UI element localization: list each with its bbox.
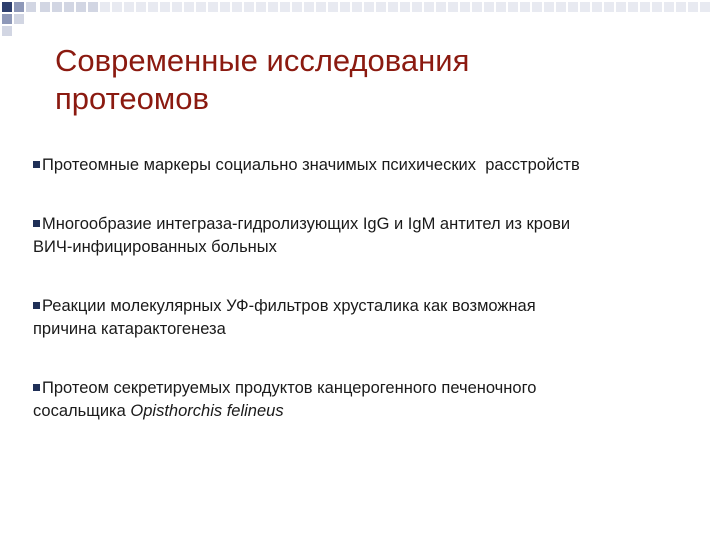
decorative-square [412, 2, 422, 12]
decorative-square [2, 26, 12, 36]
decorative-square [220, 2, 230, 12]
decorative-square [640, 2, 650, 12]
decorative-square [316, 2, 326, 12]
decorative-square [148, 2, 158, 12]
decorative-square [376, 2, 386, 12]
decorative-square [532, 2, 542, 12]
decorative-square [40, 2, 50, 12]
bullet-item [33, 377, 701, 423]
square-bullet-icon [33, 161, 40, 168]
decorative-square [400, 2, 410, 12]
decorative-square [580, 2, 590, 12]
decorative-square [14, 14, 24, 24]
decorative-square [628, 2, 638, 12]
decorative-square [520, 2, 530, 12]
decorative-square [484, 2, 494, 12]
decorative-square [568, 2, 578, 12]
decorative-square [700, 2, 710, 12]
bullet-text: Протеом секретируемых продуктов канцерогенного печеночного сосальщика [33, 379, 537, 420]
slide-title-line2: протеомов [55, 81, 209, 116]
decorative-square [556, 2, 566, 12]
decorative-squares [0, 0, 720, 40]
square-bullet-icon [33, 384, 40, 391]
decorative-square [232, 2, 242, 12]
species-name: Opisthorchis felineus [130, 402, 284, 420]
slide-title-line1: Современные исследования [55, 43, 470, 78]
decorative-square [544, 2, 554, 12]
decorative-square [268, 2, 278, 12]
decorative-square [256, 2, 266, 12]
decorative-square [292, 2, 302, 12]
decorative-square [100, 2, 110, 12]
decorative-square [26, 2, 36, 12]
decorative-square [424, 2, 434, 12]
decorative-square [388, 2, 398, 12]
decorative-square [652, 2, 662, 12]
bullet-text: Реакции молекулярных УФ-фильтров хрусталика как возможная причина катарактогенеза [33, 297, 536, 338]
decorative-square [436, 2, 446, 12]
decorative-square [448, 2, 458, 12]
decorative-square [196, 2, 206, 12]
decorative-square [592, 2, 602, 12]
decorative-square [208, 2, 218, 12]
decorative-square [328, 2, 338, 12]
decorative-square [688, 2, 698, 12]
bullet-text: Многообразие интеграза-гидролизующих IgG и IgM антител из крови ВИЧ-инфицированных больных [33, 215, 571, 256]
square-bullet-icon [33, 220, 40, 227]
decorative-square [352, 2, 362, 12]
bullet-text: Протеомные маркеры социально значимых психических расстройств [42, 156, 580, 174]
decorative-square [664, 2, 674, 12]
decorative-square [244, 2, 254, 12]
decorative-square [508, 2, 518, 12]
decorative-square [676, 2, 686, 12]
decorative-square [136, 2, 146, 12]
decorative-square [88, 2, 98, 12]
decorative-square [304, 2, 314, 12]
square-bullet-icon [33, 302, 40, 309]
decorative-square [124, 2, 134, 12]
slide-title [55, 42, 469, 118]
bullet-item [33, 213, 701, 259]
decorative-square [184, 2, 194, 12]
decorative-square [604, 2, 614, 12]
decorative-square [496, 2, 506, 12]
bullet-list [33, 154, 701, 423]
bullet-item [33, 154, 701, 177]
decorative-square [364, 2, 374, 12]
decorative-square [280, 2, 290, 12]
decorative-square [172, 2, 182, 12]
decorative-square [460, 2, 470, 12]
decorative-square [2, 2, 12, 12]
decorative-square [472, 2, 482, 12]
decorative-square [616, 2, 626, 12]
decorative-square [64, 2, 74, 12]
decorative-square [340, 2, 350, 12]
decorative-square [160, 2, 170, 12]
bullet-item [33, 295, 701, 341]
decorative-square [2, 14, 12, 24]
decorative-square [76, 2, 86, 12]
decorative-square [112, 2, 122, 12]
decorative-square [14, 2, 24, 12]
decorative-square [52, 2, 62, 12]
